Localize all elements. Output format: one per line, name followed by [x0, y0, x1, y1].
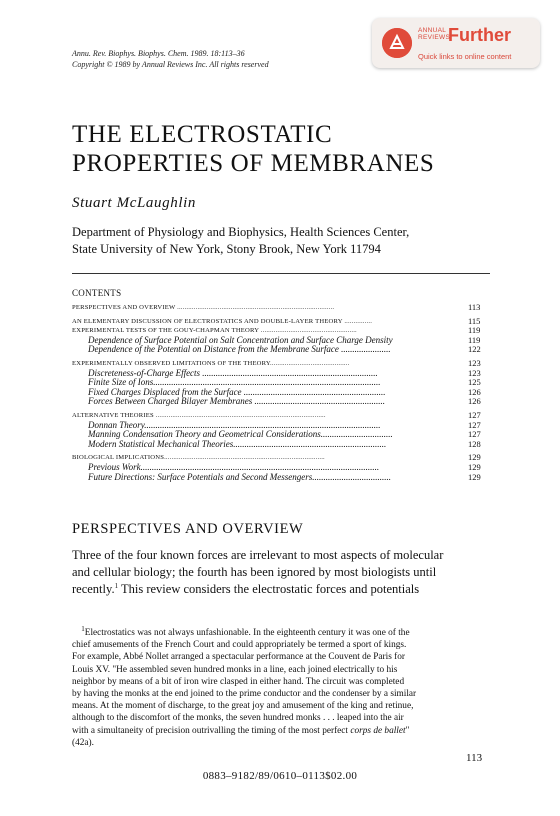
footnote-line: chief amusements of the French Court and could appropriately be termed a sport of kings. — [72, 640, 407, 651]
toc-entry[interactable] — [72, 378, 490, 388]
body-line: recently.$^1$ This review considers the electrostatic forces and potentials — [72, 581, 420, 596]
table-of-contents — [72, 303, 490, 482]
body-paragraph — [72, 547, 490, 598]
toc-entry[interactable] — [72, 473, 490, 483]
toc-entry-page: 126 — [468, 396, 481, 407]
citation-line-2: Copyright © 1989 by Annual Reviews Inc. All rights reserved — [72, 60, 269, 69]
toc-entry-page: 127 — [468, 409, 481, 420]
toc-entry-page: 129 — [468, 471, 481, 482]
annual-reviews-logo-icon — [382, 28, 412, 58]
toc-entry-title: EXPERIMENTALLY OBSERVED LIMITATIONS OF THE THEORY........................................... — [72, 359, 350, 367]
toc-entry[interactable] — [72, 326, 490, 336]
brand-line-1: ANNUAL — [418, 27, 447, 34]
footnote-line: with a simultaneity of precision outrivalling the timing of the most perfect corps de ballet" — [72, 725, 410, 736]
quick-links-label: Quick links to online content — [418, 52, 512, 61]
toc-entry-page: 115 — [468, 315, 481, 326]
toc-entry-page: 127 — [468, 419, 481, 430]
toc-entry-title: ALTERNATIVE THEORIES ............................................................................................ — [72, 411, 326, 419]
section-heading: PERSPECTIVES AND OVERVIEW — [72, 521, 304, 537]
toc-entry[interactable] — [72, 430, 490, 440]
toc-entry-page: 128 — [468, 438, 481, 449]
toc-entry[interactable] — [72, 369, 490, 379]
footnote-line: $^1$Electrostatics was not always unfashionable. In the eighteenth century it was one of the — [81, 624, 410, 638]
toc-entry-title: BIOLOGICAL IMPLICATIONS....................................................................................... — [72, 454, 325, 462]
article-title — [72, 120, 434, 178]
toc-entry-page: 129 — [468, 452, 481, 463]
toc-entry[interactable] — [72, 421, 490, 431]
toc-entry[interactable] — [72, 303, 490, 313]
author-name: Stuart McLaughlin — [72, 195, 196, 211]
affiliation-line-2: State University of New York, Stony Brook, New York 11794 — [72, 242, 381, 256]
footnote-line: although to the discomfort of the monks, the seven hundred monks . . . leaped into the air — [72, 713, 404, 724]
toc-entry-title: Manning Condensation Theory and Geometrical Considerations................................ — [88, 430, 393, 440]
toc-entry-page: 123 — [468, 357, 481, 368]
toc-entry-title: Previous Work.......................................................................................................... — [88, 462, 380, 472]
footnote-reference[interactable]: 1 — [114, 581, 119, 590]
brand-line-2: REVIEWS — [418, 34, 451, 41]
toc-entry-title: Dependence of the Potential on Distance from the Membrane Surface ...................... — [88, 345, 391, 355]
toc-entry[interactable] — [72, 317, 490, 327]
toc-entry-page: 127 — [468, 429, 481, 440]
footnote-line: For example, Abbé Nollet arranged a spectacular performance at the Couvent de Paris for — [72, 652, 406, 663]
toc-entry-title: Future Directions: Surface Potentials and Second Messengers................................... — [88, 472, 392, 482]
toc-entry[interactable] — [72, 440, 490, 450]
footnote-marker: 1 — [81, 624, 85, 633]
toc-entry-title: AN ELEMENTARY DISCUSSION OF ELECTROSTATICS AND DOUBLE-LAYER THEORY ............... — [72, 317, 373, 325]
title-line-2: PROPERTIES OF MEMBRANES — [72, 150, 435, 177]
footnote-line: (42a). — [72, 737, 94, 748]
italic-phrase: corps de ballet — [350, 725, 406, 736]
toc-entry-title: Finite Size of Ions..................................................................................................... — [88, 378, 381, 388]
toc-entry-title: Forces Between Charged Bilayer Membranes .......................................................... — [88, 397, 386, 407]
toc-entry[interactable] — [72, 336, 490, 346]
affiliation-line-1: Department of Physiology and Biophysics, Health Sciences Center, — [72, 225, 410, 239]
toc-entry-page: 119 — [468, 334, 481, 345]
toc-entry-title: Dependence of Surface Potential on Salt Concentration and Surface Charge Density — [88, 335, 393, 345]
toc-entry[interactable] — [72, 359, 490, 369]
further-label: Further — [448, 25, 511, 45]
toc-entry[interactable] — [72, 463, 490, 473]
toc-entry-page: 126 — [468, 386, 481, 397]
toc-entry-page: 113 — [468, 302, 481, 312]
annual-reviews-wordmark — [418, 27, 450, 41]
toc-entry[interactable] — [72, 397, 490, 407]
title-line-1: THE ELECTROSTATIC — [72, 121, 333, 148]
toc-entry-title: Donnan Theory......................................................................................................... — [88, 420, 381, 430]
issn-code: 0883–9182/89/0610–0113$02.00 — [202, 770, 358, 782]
body-line: Three of the four known forces are irrelevant to most aspects of molecular — [72, 548, 444, 562]
footnote — [72, 624, 490, 749]
toc-entry-title: EXPERIMENTAL TESTS OF THE GOUY-CHAPMAN THEORY .................................................... — [72, 327, 357, 335]
toc-entry[interactable] — [72, 411, 490, 421]
toc-entry-title: PERSPECTIVES AND OVERVIEW ..................................................................................... — [72, 304, 335, 311]
body-line: and cellular biology; the fourth has been ignored by most biologists until — [72, 565, 437, 579]
toc-entry-title: Fixed Charges Displaced from the Surface ............................................................... — [88, 387, 386, 397]
footnote-line: neighbor by means of a bit of iron wire clasped in either hand. The circuit was completed — [72, 676, 405, 687]
toc-entry-page: 122 — [468, 344, 481, 355]
author-affiliation — [72, 224, 409, 258]
toc-entry-page: 125 — [468, 377, 481, 388]
contents-heading: CONTENTS — [72, 288, 122, 298]
footnote-line: by having the monks at the end joined to the prime conductor and the condenser by a similar — [72, 689, 417, 700]
citation-line-1: Annu. Rev. Biophys. Biophys. Chem. 1989. 18:113–36 — [72, 49, 245, 58]
journal-citation — [72, 48, 269, 70]
toc-entry-page: 129 — [468, 461, 481, 472]
toc-entry-title: Modern Statistical Mechanical Theories.................................................................... — [88, 439, 387, 449]
toc-entry-page: 123 — [468, 367, 481, 378]
toc-entry-page: 119 — [468, 325, 481, 336]
divider-rule — [72, 273, 490, 274]
page-number: 113 — [466, 752, 483, 764]
toc-entry[interactable] — [72, 345, 490, 355]
footnote-line: Louis XV. "He assembled seven hundred monks in a line, each joined electrically to his — [72, 664, 398, 675]
footnote-line: means. At the moment of discharge, to the great joy and amusement of the king and retinue, — [72, 701, 414, 712]
toc-entry-title: Discreteness-of-Charge Effects .............................................................................. — [88, 368, 378, 378]
further-banner[interactable] — [372, 18, 540, 68]
toc-entry[interactable] — [72, 453, 490, 463]
toc-entry[interactable] — [72, 388, 490, 398]
